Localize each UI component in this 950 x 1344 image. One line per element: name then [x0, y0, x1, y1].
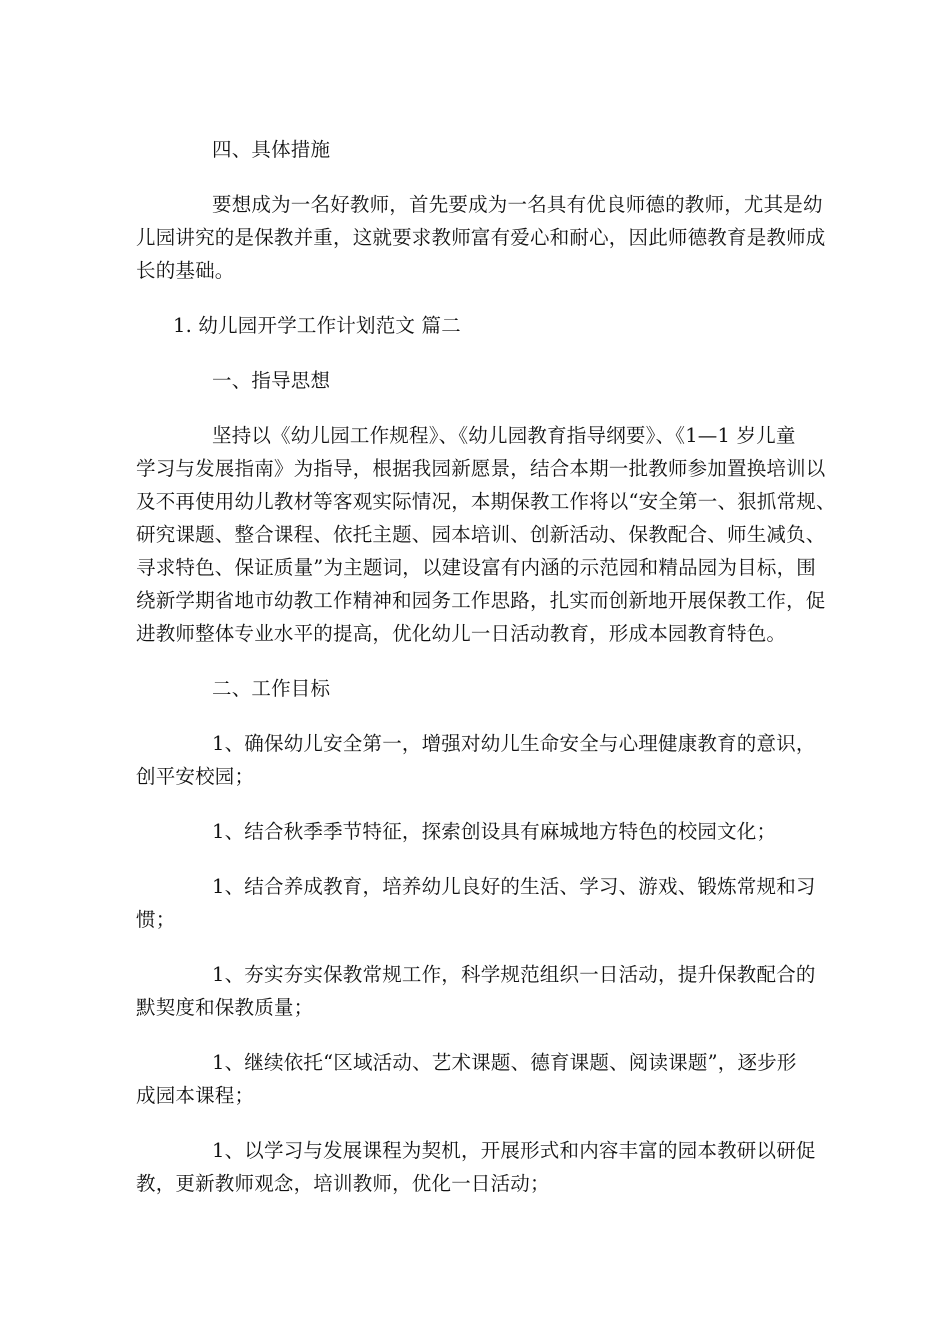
- goal-item-line: 1、结合养成教育，培养幼儿良好的生活、学习、游戏、锻炼常规和习: [212, 875, 816, 898]
- paragraph-line: 及不再使用幼儿教材等客观实际情况，本期保教工作将以“安全第一、狠抓常规、: [136, 490, 836, 513]
- goal-item-line: 1、夯实夯实保教常规工作，科学规范组织一日活动，提升保教配合的: [212, 963, 816, 986]
- section-heading: 二、工作目标: [212, 677, 331, 700]
- paragraph-line: 进教师整体专业水平的提高，优化幼儿一日活动教育，形成本园教育特色。: [136, 622, 787, 645]
- goal-item-line: 1、继续依托“区域活动、艺术课题、德育课题、阅读课题”，逐步形: [212, 1051, 797, 1074]
- goal-item-line: 创平安校园；: [136, 765, 255, 788]
- paragraph-line: 儿园讲究的是保教并重，这就要求教师富有爱心和耐心，因此师德教育是教师成: [136, 226, 826, 249]
- goal-item-line: 1、确保幼儿安全第一，增强对幼儿生命安全与心理健康教育的意识，: [212, 732, 816, 755]
- goal-item-line: 默契度和保教质量；: [136, 996, 314, 1019]
- goal-item-line: 教，更新教师观念，培训教师，优化一日活动；: [136, 1172, 550, 1195]
- paragraph-line: 坚持以《幼儿园工作规程》、《幼儿园教育指导纲要》、《1—1 岁儿童: [212, 424, 796, 447]
- goal-item-line: 惯；: [136, 908, 176, 931]
- paragraph-line: 学习与发展指南》为指导，根据我园新愿景，结合本期一批教师参加置换培训以: [136, 457, 826, 480]
- goal-item-line: 1、以学习与发展课程为契机，开展形式和内容丰富的园本教研以研促: [212, 1139, 816, 1162]
- paragraph-line: 绕新学期省地市幼教工作精神和园务工作思路，扎实而创新地开展保教工作，促: [136, 589, 826, 612]
- paragraph-line: 长的基础。: [136, 259, 235, 282]
- article-title: 1. 幼儿园开学工作计划范文 篇二: [173, 314, 461, 337]
- section-heading: 四、具体措施: [212, 138, 331, 161]
- paragraph-line: 要想成为一名好教师，首先要成为一名具有优良师德的教师，尤其是幼: [212, 193, 823, 216]
- section-heading: 一、指导思想: [212, 369, 331, 392]
- goal-item-line: 成园本课程；: [136, 1084, 255, 1107]
- goal-item-line: 1、结合秋季季节特征，探索创设具有麻城地方特色的校园文化；: [212, 820, 777, 843]
- paragraph-line: 寻求特色、保证质量”为主题词，以建设富有内涵的示范园和精品园为目标，围: [136, 556, 816, 579]
- paragraph-line: 研究课题、整合课程、依托主题、园本培训、创新活动、保教配合、师生减负、: [136, 523, 826, 546]
